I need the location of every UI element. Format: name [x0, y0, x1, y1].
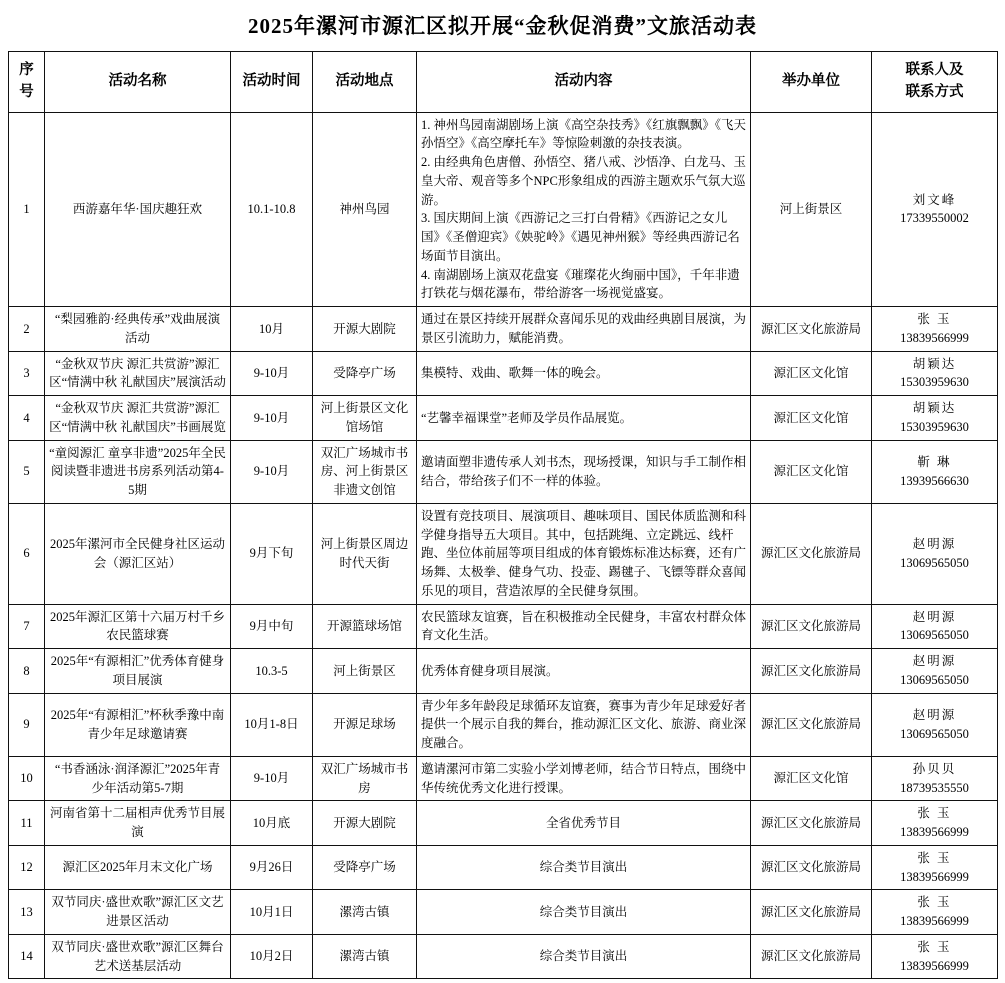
cell-place: 河上街景区文化馆场馆 — [313, 396, 417, 441]
cell-time: 10.3-5 — [231, 649, 313, 694]
cell-index: 6 — [9, 503, 45, 604]
cell-organizer: 河上街景区 — [751, 112, 872, 307]
cell-place: 开源大剧院 — [313, 801, 417, 846]
cell-organizer: 源汇区文化旅游局 — [751, 307, 872, 352]
cell-content: 集模特、戏曲、歌舞一体的晚会。 — [417, 351, 751, 396]
cell-contact — [872, 351, 998, 396]
table-row — [9, 801, 998, 846]
cell-content: 农民篮球友谊赛，旨在积极推动全民健身，丰富农村群众体育文化生活。 — [417, 604, 751, 649]
cell-name: 河南省第十二届相声优秀节目展演 — [45, 801, 231, 846]
content-line: 1. 神州鸟园南湖剧场上演《高空杂技秀》《红旗飘飘》《飞天孙悟空》《高空摩托车》等惊险刺激的杂技表演。 — [421, 117, 747, 151]
cell-content: 综合类节目演出 — [417, 845, 751, 890]
cell-time: 10月1日 — [231, 890, 313, 935]
cell-time: 9-10月 — [231, 440, 313, 503]
column-header-index: 序号 — [9, 52, 45, 113]
cell-contact — [872, 396, 998, 441]
page-title: 2025年漯河市源汇区拟开展“金秋促消费”文旅活动表 — [248, 14, 757, 38]
cell-time: 9月下旬 — [231, 503, 313, 604]
contact-person: 张 玉 — [917, 312, 952, 327]
contact-person: 赵明源 — [912, 537, 957, 552]
contact-person: 刘文峰 — [912, 192, 957, 207]
cell-time: 9-10月 — [231, 351, 313, 396]
table-row — [9, 112, 998, 307]
cell-content: 全省优秀节目 — [417, 801, 751, 846]
contact-phone: 13939566630 — [900, 473, 969, 488]
table-row — [9, 756, 998, 801]
cell-name: 双节同庆·盛世欢歌”源汇区文艺进景区活动 — [45, 890, 231, 935]
contact-phone: 13839566999 — [900, 330, 969, 345]
contact-phone: 13069565050 — [900, 555, 969, 570]
cell-contact — [872, 693, 998, 756]
contact-person: 赵明源 — [912, 654, 957, 669]
cell-time: 9月26日 — [231, 845, 313, 890]
contact-person: 赵明源 — [912, 609, 957, 624]
cell-contact — [872, 845, 998, 890]
column-header-content: 活动内容 — [417, 52, 751, 113]
cell-index: 2 — [9, 307, 45, 352]
cell-time: 9-10月 — [231, 396, 313, 441]
cell-index: 9 — [9, 693, 45, 756]
cell-content: 综合类节目演出 — [417, 934, 751, 979]
table-row — [9, 693, 998, 756]
contact-person: 张 玉 — [917, 850, 952, 865]
cell-index: 11 — [9, 801, 45, 846]
cell-name: “梨园雅韵·经典传承”戏曲展演活动 — [45, 307, 231, 352]
cell-contact — [872, 756, 998, 801]
contact-phone: 15303959630 — [900, 375, 969, 390]
cell-contact — [872, 934, 998, 979]
cell-organizer: 源汇区文化旅游局 — [751, 503, 872, 604]
contact-person: 胡颖达 — [912, 401, 957, 416]
cell-index: 12 — [9, 845, 45, 890]
cell-content: 优秀体育健身项目展演。 — [417, 649, 751, 694]
cell-index: 10 — [9, 756, 45, 801]
cell-time: 10月底 — [231, 801, 313, 846]
content-line: 3. 国庆期间上演《西游记之三打白骨精》《西游记之女儿国》《圣僧迎宾》《姎驼岭》《遇见神州猴》等经典西游记名场面节目演出。 — [421, 211, 740, 263]
cell-organizer: 源汇区文化旅游局 — [751, 604, 872, 649]
table-row — [9, 503, 998, 604]
cell-index: 1 — [9, 112, 45, 307]
cell-content: 邀请面塑非遗传承人刘书杰，现场授课，知识与手工制作相结合，带给孩子们不一样的体验。 — [417, 440, 751, 503]
table-body — [9, 112, 998, 979]
contact-phone: 15303959630 — [900, 419, 969, 434]
table-row — [9, 934, 998, 979]
table-row — [9, 649, 998, 694]
cell-name: 双节同庆·盛世欢歌”源汇区舞台艺术送基层活动 — [45, 934, 231, 979]
cell-index: 8 — [9, 649, 45, 694]
cell-place: 河上街景区 — [313, 649, 417, 694]
cell-index: 4 — [9, 396, 45, 441]
cell-name: “书香涵泳·润泽源汇”2025年青少年活动第5-7期 — [45, 756, 231, 801]
table-row — [9, 307, 998, 352]
cell-contact — [872, 503, 998, 604]
cell-place: 开源足球场 — [313, 693, 417, 756]
contact-phone: 13069565050 — [900, 726, 969, 741]
cell-content: 设置有竞技项目、展演项目、趣味项目、国民体质监测和科学健身指导五大项目。其中，包括跳绳、立定跳远、线杆跑、坐位体前屈等项目组成的体育锻炼标准达标赛，还有广场舞、太极拳、健身气功、投壶、踢毽子、飞镖等群众喜闻乐见的项目，营造浓厚的全民健身氛围。 — [417, 503, 751, 604]
cell-time: 10月 — [231, 307, 313, 352]
cell-name: 2025年源汇区第十六届万村千乡农民篮球赛 — [45, 604, 231, 649]
cell-contact — [872, 890, 998, 935]
column-header-place: 活动地点 — [313, 52, 417, 113]
table-row — [9, 351, 998, 396]
contact-phone: 13839566999 — [900, 914, 969, 929]
column-header-name: 活动名称 — [45, 52, 231, 113]
contact-person: 胡颖达 — [912, 356, 957, 371]
cell-index: 14 — [9, 934, 45, 979]
cell-index: 5 — [9, 440, 45, 503]
cell-content: 邀请漯河市第二实验小学刘博老师，结合节日特点，围绕中华传统优秀文化进行授课。 — [417, 756, 751, 801]
cell-content: 青少年多年龄段足球循环友谊赛，赛事为青少年足球爱好者提供一个展示自我的舞台，推动源汇区文化、旅游、商业深度融合。 — [417, 693, 751, 756]
contact-phone: 13839566999 — [900, 958, 969, 973]
cell-contact — [872, 604, 998, 649]
cell-time: 10月1-8日 — [231, 693, 313, 756]
cell-organizer: 源汇区文化旅游局 — [751, 649, 872, 694]
content-line: 2. 由经典角色唐僧、孙悟空、猪八戒、沙悟净、白龙马、玉皇大帝、观音等多个NPC形象组成的西游主题欢乐气氛大巡游。 — [421, 155, 747, 207]
cell-content: 综合类节目演出 — [417, 890, 751, 935]
column-header-contact-line2: 联系方式 — [905, 83, 964, 100]
contact-person: 孙贝贝 — [912, 761, 957, 776]
cell-contact — [872, 649, 998, 694]
cell-contact — [872, 440, 998, 503]
cell-organizer: 源汇区文化旅游局 — [751, 693, 872, 756]
contact-person: 赵明源 — [912, 708, 957, 723]
contact-phone: 18739535550 — [900, 780, 969, 795]
cell-time: 10月2日 — [231, 934, 313, 979]
cell-place: 神州鸟园 — [313, 112, 417, 307]
column-header-contact-line1: 联系人及 — [905, 62, 964, 79]
cell-organizer: 源汇区文化馆 — [751, 756, 872, 801]
cell-name: 2025年“有源相汇”优秀体育健身项目展演 — [45, 649, 231, 694]
cell-organizer: 源汇区文化馆 — [751, 440, 872, 503]
contact-phone: 13839566999 — [900, 825, 969, 840]
cell-name: 源汇区2025年月末文化广场 — [45, 845, 231, 890]
cell-place: 受降亭广场 — [313, 351, 417, 396]
cell-name: 西游嘉年华·国庆趣狂欢 — [45, 112, 231, 307]
contact-phone: 13839566999 — [900, 869, 969, 884]
cell-place: 开源篮球场馆 — [313, 604, 417, 649]
table-header-row — [9, 52, 998, 113]
cell-content: “艺馨幸福课堂”老师及学员作品展览。 — [417, 396, 751, 441]
contact-phone: 13069565050 — [900, 672, 969, 687]
cell-place: 开源大剧院 — [313, 307, 417, 352]
cell-organizer: 源汇区文化馆 — [751, 351, 872, 396]
cell-name: “金秋双节庆 源汇共赏游”源汇区“情满中秋 礼献国庆”展演活动 — [45, 351, 231, 396]
cell-place: 双汇广场城市书房、河上街景区非遗文创馆 — [313, 440, 417, 503]
cell-name: 2025年“有源相汇”杯秋季豫中南青少年足球邀请赛 — [45, 693, 231, 756]
cell-contact — [872, 801, 998, 846]
cell-index: 7 — [9, 604, 45, 649]
cell-place: 漯湾古镇 — [313, 934, 417, 979]
cell-time: 10.1-10.8 — [231, 112, 313, 307]
activity-table — [8, 51, 998, 979]
contact-person: 张 玉 — [917, 895, 952, 910]
cell-place: 漯湾古镇 — [313, 890, 417, 935]
cell-contact — [872, 112, 998, 307]
cell-place: 受降亭广场 — [313, 845, 417, 890]
column-header-time: 活动时间 — [231, 52, 313, 113]
table-row — [9, 890, 998, 935]
table-row — [9, 604, 998, 649]
cell-organizer: 源汇区文化馆 — [751, 396, 872, 441]
content-line: 4. 南湖剧场上演双花盘宴《璀璨花火绚丽中国》，千年非遗打铁花与烟花瀑布，带给游客一场视觉盛宴。 — [421, 267, 740, 301]
contact-person: 张 玉 — [917, 806, 952, 821]
cell-content: 通过在景区持续开展群众喜闻乐见的戏曲经典剧目展演，为景区引流助力，赋能消费。 — [417, 307, 751, 352]
cell-time: 9-10月 — [231, 756, 313, 801]
cell-organizer: 源汇区文化旅游局 — [751, 801, 872, 846]
cell-place: 河上街景区周边时代天街 — [313, 503, 417, 604]
cell-place: 双汇广场城市书房 — [313, 756, 417, 801]
table-row — [9, 440, 998, 503]
cell-name: “童阅源汇 童享非遗”2025年全民阅读暨非遗进书房系列活动第4-5期 — [45, 440, 231, 503]
cell-contact — [872, 307, 998, 352]
cell-index: 13 — [9, 890, 45, 935]
table-row — [9, 845, 998, 890]
cell-organizer: 源汇区文化旅游局 — [751, 845, 872, 890]
column-header-contact — [872, 52, 998, 113]
cell-name: 2025年漯河市全民健身社区运动会（源汇区站） — [45, 503, 231, 604]
contact-phone: 13069565050 — [900, 628, 969, 643]
cell-name: “金秋双节庆 源汇共赏游”源汇区“情满中秋 礼献国庆”书画展览 — [45, 396, 231, 441]
cell-organizer: 源汇区文化旅游局 — [751, 890, 872, 935]
cell-organizer: 源汇区文化旅游局 — [751, 934, 872, 979]
cell-index: 3 — [9, 351, 45, 396]
column-header-org: 举办单位 — [751, 52, 872, 113]
cell-content — [417, 112, 751, 307]
table-row — [9, 396, 998, 441]
cell-time: 9月中旬 — [231, 604, 313, 649]
contact-person: 张 玉 — [917, 939, 952, 954]
contact-phone: 17339550002 — [900, 211, 969, 226]
contact-person: 靳 琳 — [917, 455, 952, 470]
